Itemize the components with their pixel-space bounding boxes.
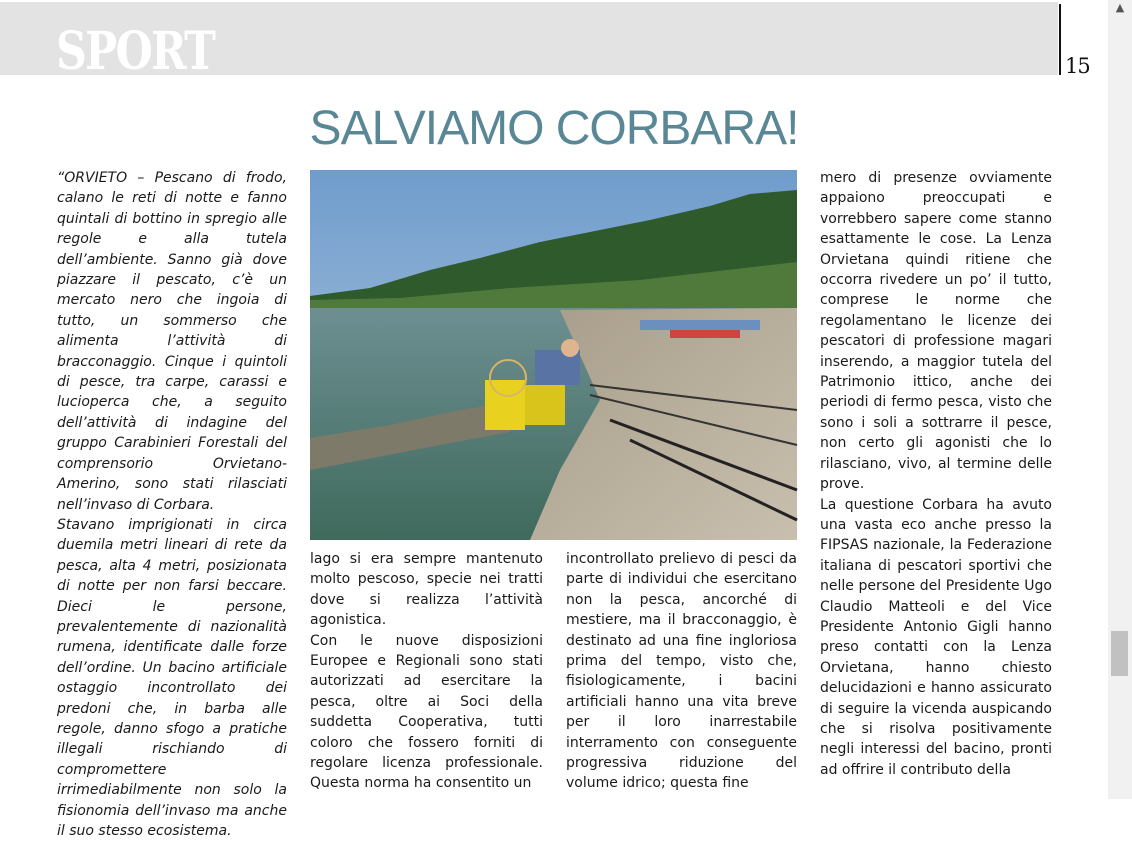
page-divider (1059, 4, 1061, 75)
col1-paragraph-1: “ORVIETO – Pescano di frodo, calano le reti di notte e fanno quintali di bottino in spregio alle regole e alla tutela dell’ambiente. Sanno già dove piazzare il pescato, c’è un mercato nero che ingoia di tutto, un sommerso che alimenta l’attività di bracconaggio. Cinque i quintoli di pesce, tra carpe, carassi e lucioperca che, a seguito dell’attività di indagine del gruppo Carabinieri Forestali del comprensorio Orvietano-Amerino, sono stati rilasciati nell’invaso di Corbara. (57, 170, 287, 513)
column-1 (57, 168, 287, 841)
column-4 (820, 168, 1052, 780)
chevron-up-icon[interactable]: ▲ (1115, 1, 1125, 14)
article-photo (310, 170, 797, 540)
col2-paragraph-1: lago si era sempre mantenuto molto pescoso, specie nei tratti dove si realizza l’attività agonistica. (310, 551, 543, 629)
page-number: 15 (1065, 54, 1090, 78)
col3-paragraph-1: incontrollato prelievo di pesci da parte di individui che esercitano non la pesca, ancorché di mestiere, ma il bracconaggio, è destinato ad una fine ingloriosa prima del tempo, visto che, fisiologicamente, i bacini artificiali hanno una vita breve per il loro inarrestabile interramento con conseguente progressiva riduzione del volume idrico; questa fine (566, 551, 797, 792)
col1-paragraph-2: Stavano imprigionati in circa duemila metri lineari di rete da pesca, alta 4 metri, posizionata di notte per non farsi beccare. Dieci le persone, prevalentemente di nazionalità rumena, identificate dalle forze dell’ordine. Un bacino artificiale ostaggio incontrollato dei predoni che, in barba alle regole, danno sfogo a pratiche illegali rischiando di compromettere irrimediabilmente non solo la fisionomia dell’invaso ma anche il suo stesso ecosistema. (57, 516, 287, 839)
column-3 (566, 549, 797, 794)
vertical-scrollbar[interactable] (1108, 0, 1132, 799)
lake-fishing-photo (310, 170, 797, 540)
col2-paragraph-2: Con le nuove disposizioni Europee e Regionali sono stati autorizzati ad esercitare la pesca, oltre ai Soci della suddetta Cooperativa, tutti coloro che fossero forniti di regolare licenza professionale. Questa norma ha consentito un (310, 632, 543, 792)
article-headline: SALVIAMO CORBARA! (309, 102, 799, 155)
scrollbar-thumb[interactable] (1111, 631, 1128, 676)
section-title: SPORT (56, 21, 215, 82)
col4-paragraph-2: La questione Corbara ha avuto una vasta eco anche presso la FIPSAS nazionale, la Federazione italiana di pescatori sportivi che nelle persone del Presidente Ugo Claudio Matteoli e del Vice Presidente Antonio Gigli hanno preso contatti con la Lenza Orvietana, hanno chiesto delucidazioni e hanno assicurato di seguire la vicenda auspicando che si risolva positivamente negli interessi del bacino, pronti ad offrire il contributo della (820, 496, 1052, 778)
column-2 (310, 549, 543, 794)
col4-paragraph-1: mero di presenze ovviamente appaiono preoccupati e vorrebbero sapere come stanno esattamente le cose. La Lenza Orvietana quindi ritiene che occorra rivedere un po’ il tutto, comprese le norme che regolamentano le licenze dei pescatori di professione magari inserendo, a maggior tutela del Patrimonio ittico, anche dei periodi di fermo pesca, visto che sono i soli a sottrarre il pesce, non certo gli agonisti che lo rilasciano, vivo, al termine delle prove. (820, 170, 1052, 493)
